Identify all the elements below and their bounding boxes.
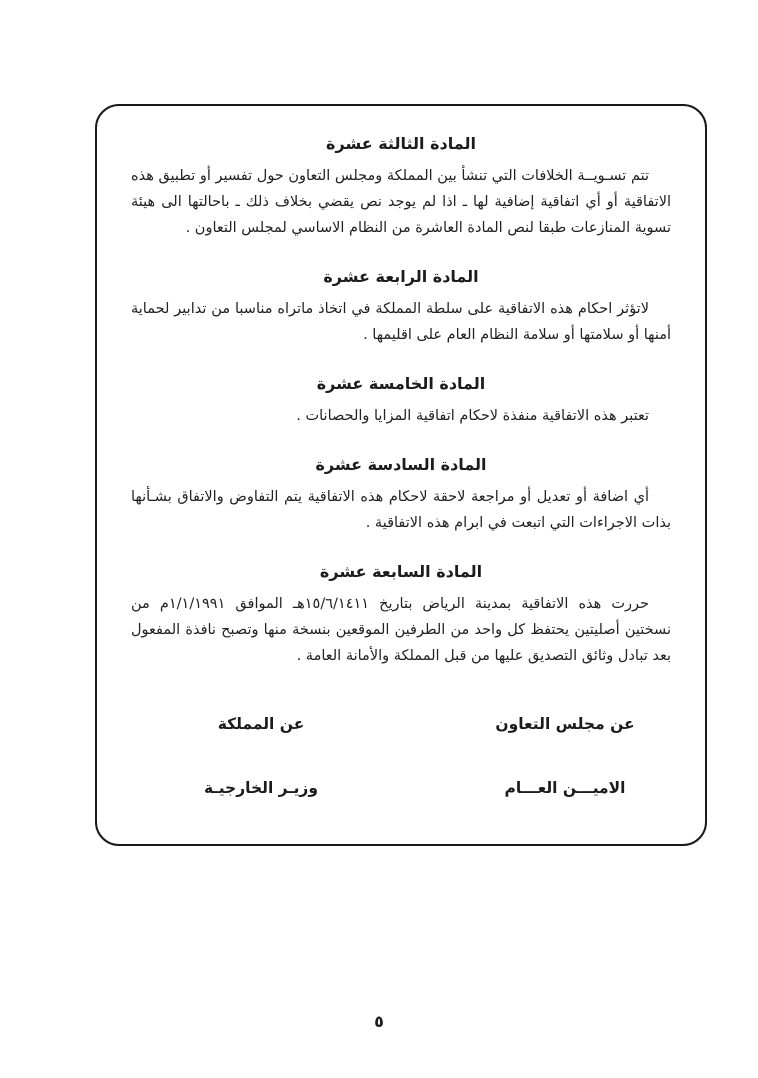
article-thirteen-title: المادة الثالثة عشرة <box>326 134 476 153</box>
page-number: ٥ <box>374 1012 384 1031</box>
article-thirteen-body: تتم تسـويــة الخلافات التي تنشأ بين المملكة ومجلس التعاون حول تفسير أو تطبيق هذه الاتفاقية أو أي اتفاقية إضافية لها ـ اذا لم يوجد نص يقضي بخلاف ذلك ـ باحالتها الى هيئة تسوية المنازعات طبقا لنص المادة العاشرة من النظام الاساسي لمجلس التعاون . <box>131 168 671 236</box>
article-fifteen-body: تعتبر هذه الاتفاقية منفذة لاحكام اتفاقية المزايا والحصانات . <box>296 408 649 424</box>
signature-parties-row <box>131 715 671 733</box>
article-seventeen <box>131 562 671 669</box>
signature-party-council: عن مجلس التعاون <box>495 715 635 733</box>
article-sixteen <box>131 455 671 536</box>
article-fifteen <box>131 374 671 429</box>
article-fifteen-title: المادة الخامسة عشرة <box>316 374 486 393</box>
article-sixteen-body: أي اضافة أو تعديل أو مراجعة لاحقة لاحكام هذه الاتفاقية يتم التفاوض والاتفاق بشـأنها بذات الاجراءات التي اتبعت في ابرام هذه الاتفاقية . <box>131 489 671 531</box>
document-border-frame <box>95 104 707 846</box>
signature-party-kingdom: عن المملكة <box>217 715 305 733</box>
article-thirteen <box>131 134 671 241</box>
article-seventeen-title: المادة السابعة عشرة <box>319 562 483 581</box>
signatory-secretary-general: الاميـــن العـــام <box>504 779 626 797</box>
article-seventeen-body: حررت هذه الاتفاقية بمدينة الرياض بتاريخ ١٥/٦/١٤١١هـ الموافق ١/١/١٩٩١م من نسختين أصليتين يحتفظ كل واحد من الطرفين الموقعين بنسخة منها وتصبح نافذة المفعول بعد تبادل وثائق التصديق عليها من قبل المملكة والأمانة العامة . <box>131 596 671 664</box>
article-fourteen <box>131 267 671 348</box>
article-fourteen-body: لاتؤثر احكام هذه الاتفاقية على سلطة المملكة في اتخاذ ماتراه مناسبا من تدابير لحماية أمنها أو سلامتها أو سلامة النظام العام على اقليمها . <box>131 301 671 343</box>
signature-signatories-row <box>131 779 671 797</box>
article-fourteen-title: المادة الرابعة عشرة <box>323 267 479 286</box>
signatory-foreign-minister: وزيـر الخارجيـة <box>204 779 318 797</box>
article-sixteen-title: المادة السادسة عشرة <box>315 455 487 474</box>
